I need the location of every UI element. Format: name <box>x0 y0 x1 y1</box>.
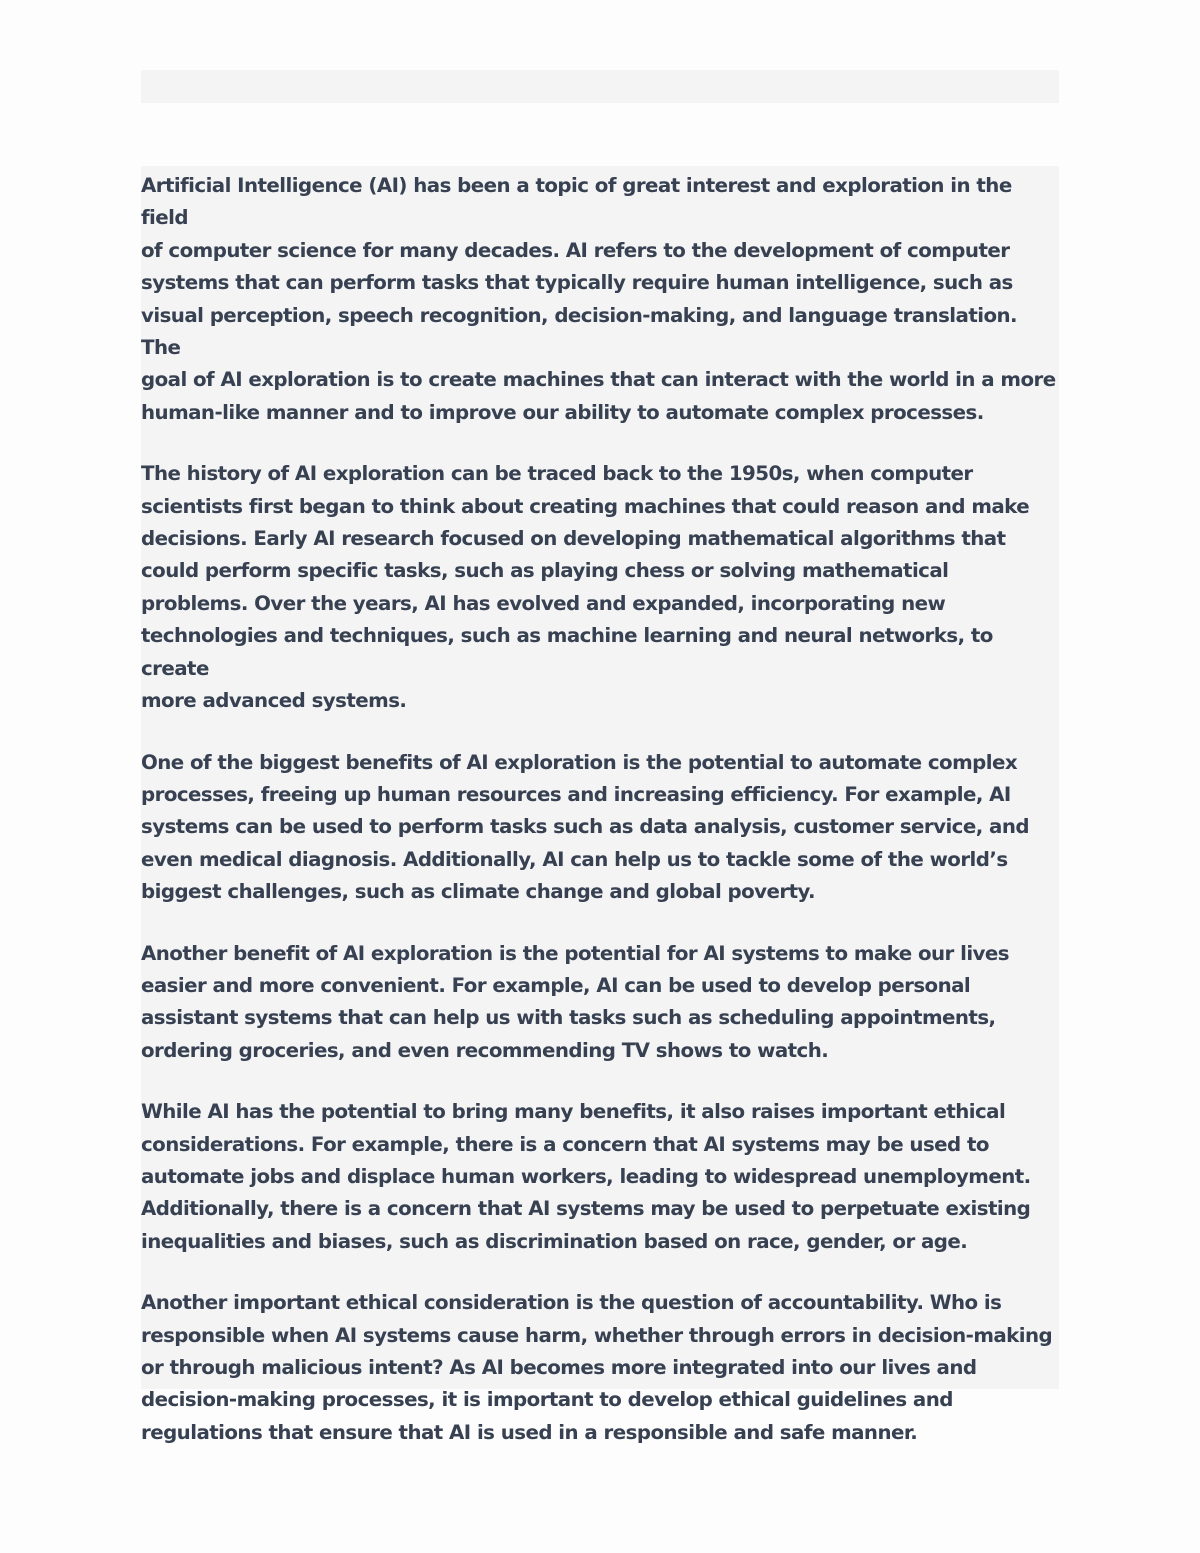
paragraph-intro: Artificial Intelligence (AI) has been a topic of great interest and exploration in the field of computer science for many decades. AI refers to the development of computer systems that can perform tasks that typically require human intelligence, such as visual perception, speech recognition, decision-making, and language translation. The goal of AI exploration is to create machines that can interact with the world in a more human-like manner and to improve our ability to automate complex processes. <box>141 174 1056 424</box>
paragraph-ethics: While AI has the potential to bring many benefits, it also raises important ethical considerations. For example, there is a concern that AI systems may be used to automate jobs and displace human workers, leading to widespread unemployment. Additionally, there is a concern that AI systems may be used to perpetuate existing inequalities and biases, such as discrimination based on race, gender, or age. <box>141 1100 1031 1253</box>
paragraph-benefits-automation: One of the biggest benefits of AI exploration is the potential to automate complex processes, freeing up human resources and increasing efficiency. For example, AI systems can be used to perform tasks such as data analysis, customer service, and even medical diagnosis. Additionally, AI can help us to tackle some of the world’s biggest challenges, such as climate change and global poverty. <box>141 750 1029 904</box>
article-body <box>141 166 1059 1444</box>
paragraph-accountability: Another important ethical consideration is the question of accountability. Who is responsible when AI systems cause harm, whether through errors in decision-making or through malicious intent? As AI becomes more integrated into our lives and decision-making processes, it is important to develop ethical guidelines and regulations that ensure that AI is used in a responsible and safe manner. <box>141 1291 1053 1444</box>
paragraph-history: The history of AI exploration can be traced back to the 1950s, when computer scientists first began to think about creating machines that could reason and make decisions. Early AI research focused on developing mathematical algorithms that could perform specific tasks, such as playing chess or solving mathematical problems. Over the years, AI has evolved and expanded, incorporating new technologies and techniques, such as machine learning and neural networks, to create more advanced systems. <box>141 462 1030 713</box>
paragraph-benefits-convenience: Another benefit of AI exploration is the potential for AI systems to make our lives easier and more convenient. For example, AI can be used to develop personal assistant systems that can help us with tasks such as scheduling appointments, ordering groceries, and even recommending TV shows to watch. <box>141 941 1009 1062</box>
header-band <box>141 70 1059 103</box>
